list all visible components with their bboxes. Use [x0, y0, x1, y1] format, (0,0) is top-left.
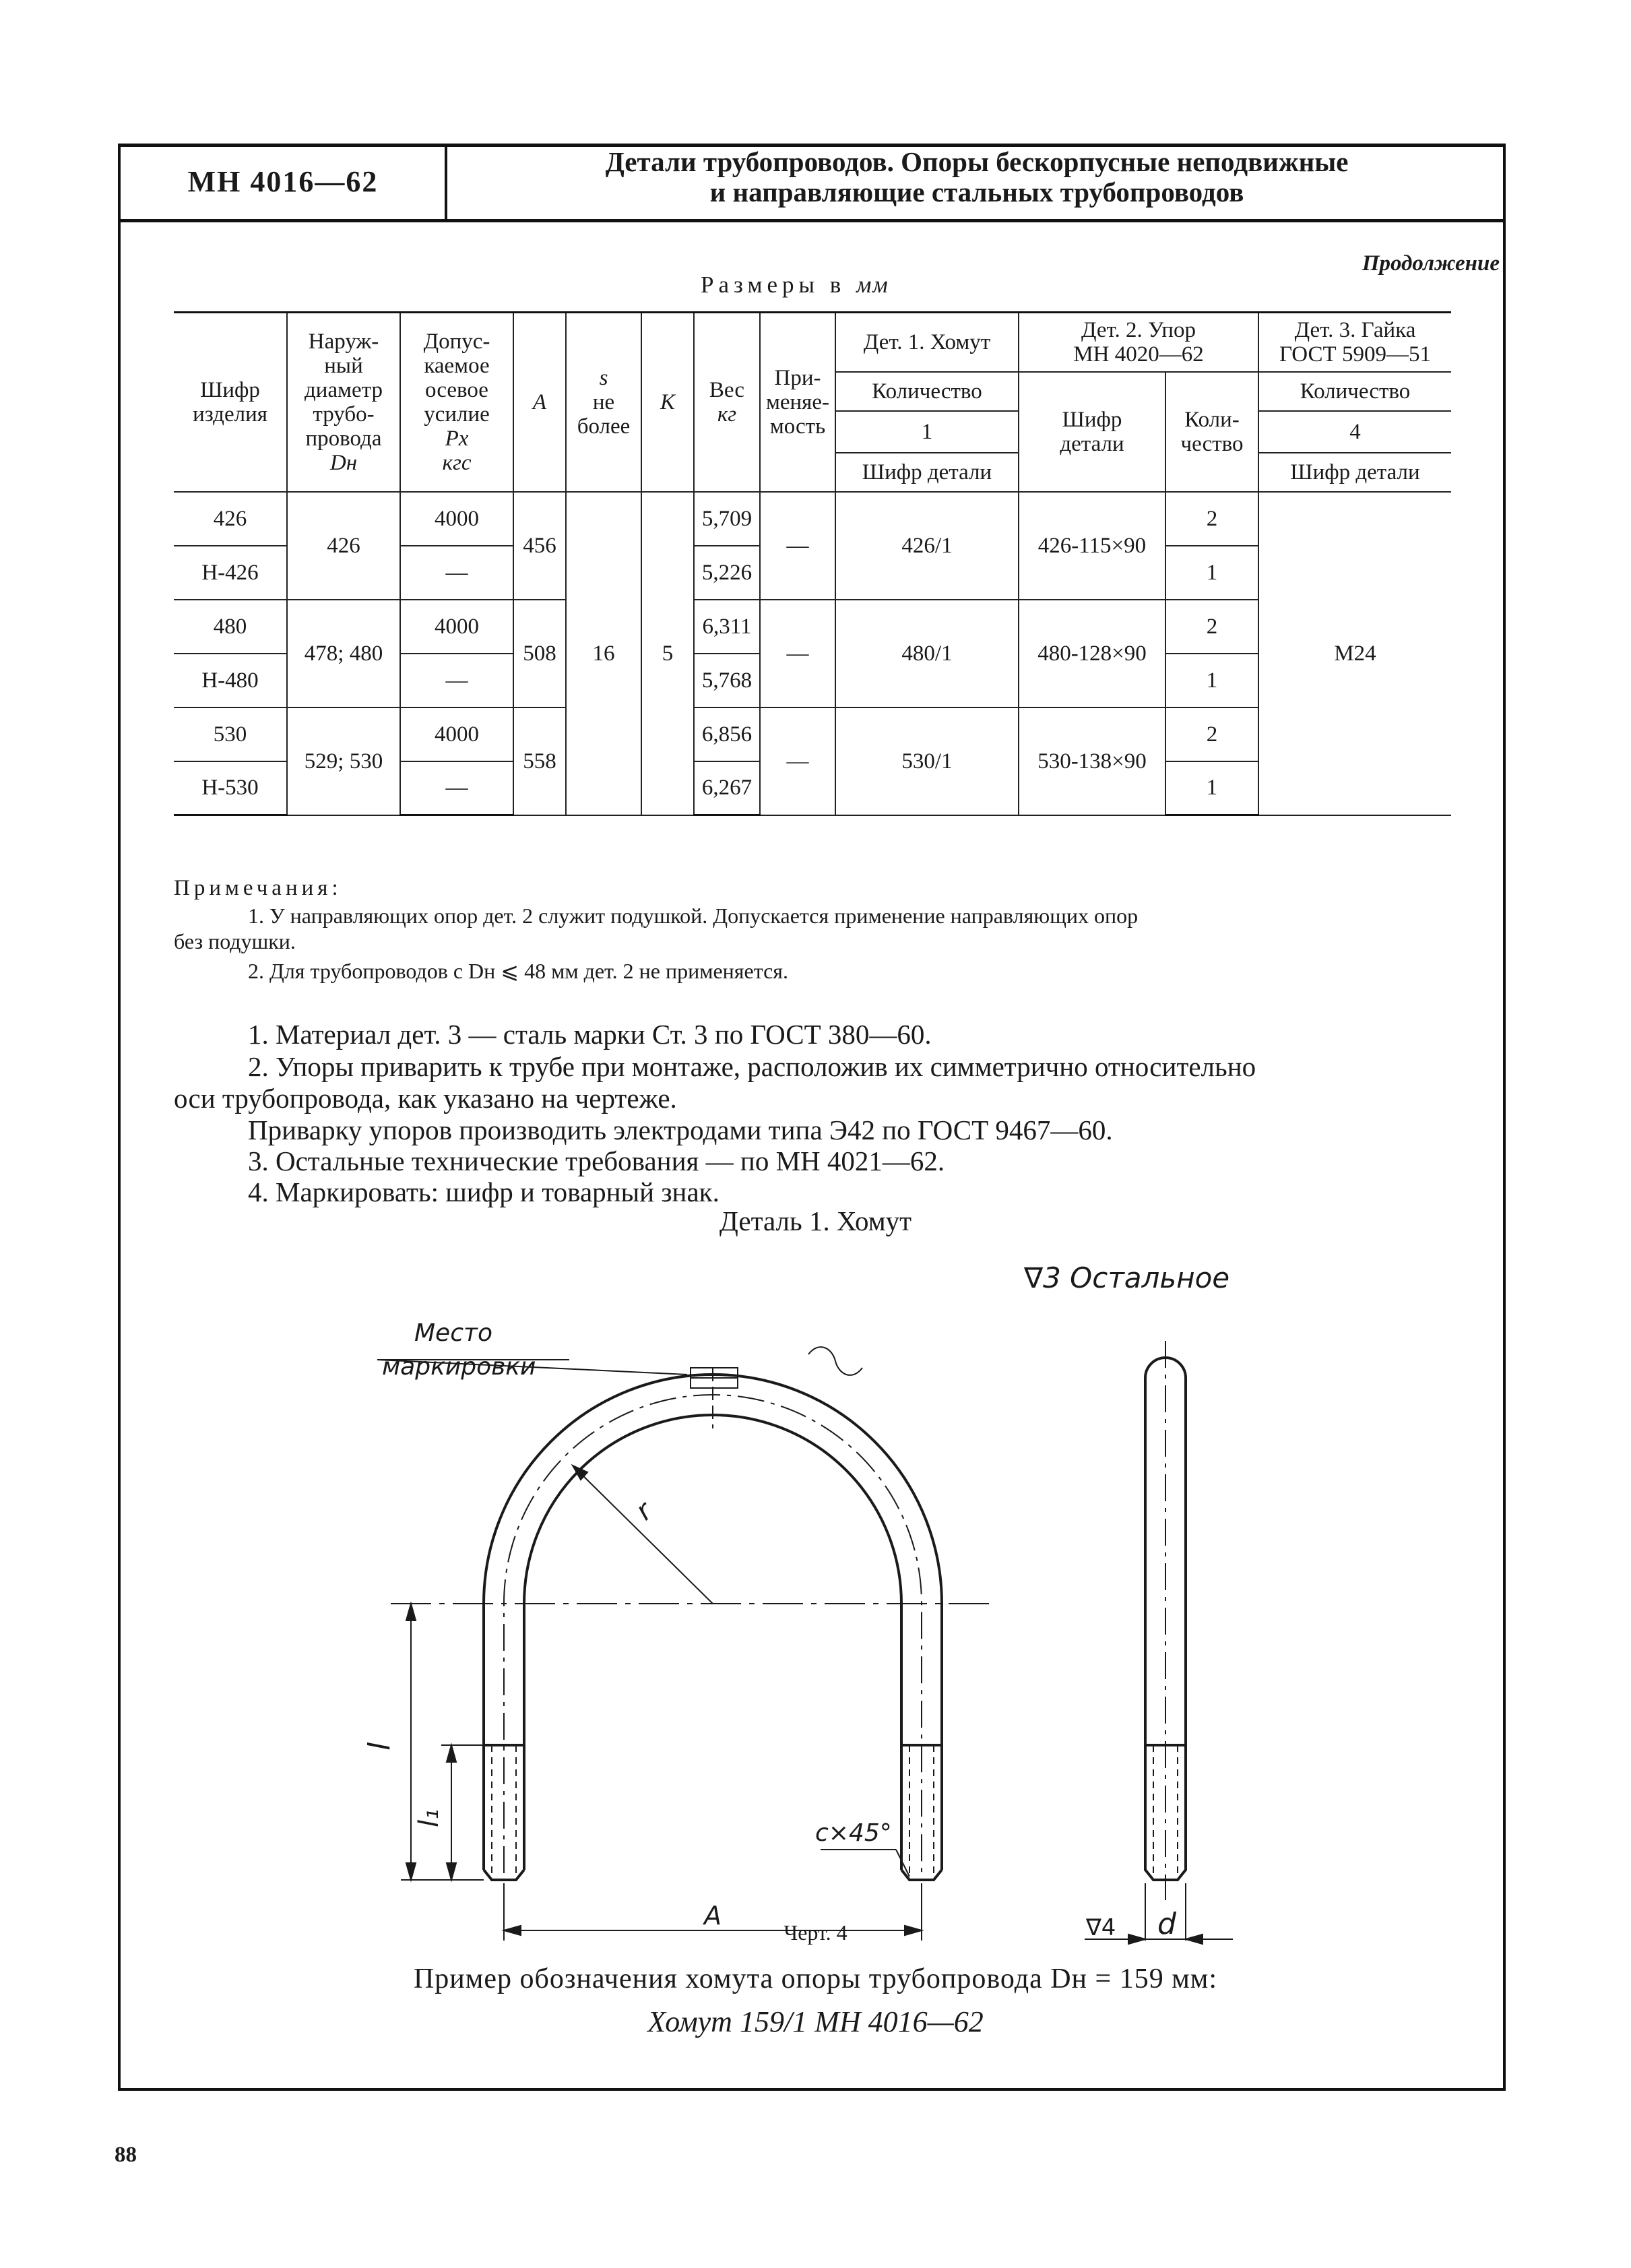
th-code: Шифр изделия: [174, 313, 287, 492]
page-number: 88: [115, 2143, 137, 2167]
requirement-2-line-2: оси трубопровода, как указано на чертеже.: [174, 1083, 677, 1114]
th-applicability: При- меняе- мость: [760, 313, 835, 492]
table-row: Н-426 — 5,226 1: [174, 546, 1451, 600]
th-det1-code: Шифр детали: [835, 453, 1019, 492]
th-a: A: [513, 313, 566, 492]
example-designation: Хомут 159/1 МН 4016—62: [647, 2005, 984, 2038]
label-d: d: [1157, 1907, 1176, 1941]
det3-code-value: М24: [1258, 492, 1451, 815]
label-a: A: [704, 1901, 722, 1930]
note-2: 2. Для трубопроводов с Dн ⩽ 48 мм дет. 2 не применяется.: [248, 959, 788, 983]
th-weight: Вес кг: [694, 313, 760, 492]
notes-heading: Примечания:: [174, 876, 342, 900]
roughness-note: ∇3 Остальное: [1024, 1261, 1230, 1294]
dimensions-prefix: Размеры в: [701, 272, 846, 298]
requirement-4: 4. Маркировать: шифр и товарный знак.: [248, 1176, 719, 1207]
table-row: 480 478; 480 4000 508 6,311 — 480/1 480-128×90 2: [174, 600, 1451, 654]
th-det2: Дет. 2. Упор МН 4020—62: [1019, 313, 1258, 372]
s-value: 16: [566, 492, 641, 815]
example-designation-text: Пример обозначения хомута опоры трубопровода Dн = 159 мм:: [413, 1963, 1218, 1994]
continuation-label: Продолжение: [1362, 251, 1500, 276]
th-det1-qty-label: Количество: [835, 372, 1019, 411]
label-finish: ∇4: [1086, 1914, 1116, 1941]
label-length-thread: l₁: [414, 1808, 445, 1827]
detail-title: Деталь 1. Хомут: [719, 1205, 912, 1236]
title-line-1: Детали трубопроводов. Опоры бескорпусные неподвижные: [605, 146, 1349, 177]
label-radius: r: [629, 1495, 659, 1527]
figure-caption: Черт. 4: [783, 1920, 848, 1945]
requirement-3: 3. Остальные технические требования — по МН 4021—62.: [248, 1145, 945, 1176]
th-det2-qty: Коли- чество: [1165, 372, 1258, 492]
requirement-2-line-1: 2. Упоры приварить к трубе при монтаже, расположив их симметрично относительно: [248, 1051, 1256, 1082]
requirement-1: 1. Материал дет. 3 — сталь марки Ст. 3 по ГОСТ 380—60.: [248, 1019, 932, 1050]
note-1-line-2: без подушки.: [174, 929, 296, 953]
dimensions-unit: мм: [856, 272, 889, 298]
table-row: Н-480 — 5,768 1: [174, 654, 1451, 707]
th-det3-code: Шифр детали: [1258, 453, 1451, 492]
label-marking-place: Место: [414, 1319, 492, 1347]
clamp-inner-contour: [524, 1415, 901, 1870]
th-s: s не более: [566, 313, 641, 492]
requirement-2-line-3: Приварку упоров производить электродами типа Э42 по ГОСТ 9467—60.: [248, 1114, 1113, 1145]
title-line-2: и направляющие стальных трубопроводов: [709, 177, 1244, 208]
note-1-line-1: 1. У направляющих опор дет. 2 служит подушкой. Допускается применение направляющих опор: [248, 904, 1139, 928]
th-det2-code: Шифр детали: [1019, 372, 1165, 492]
label-chamfer: c×45°: [815, 1819, 892, 1847]
th-diameter: Наруж- ный диаметр трубо- провода Dн: [287, 313, 400, 492]
th-det1: Дет. 1. Хомут: [835, 313, 1019, 372]
th-k: K: [641, 313, 694, 492]
th-det3-qty-label: Количество: [1258, 372, 1451, 411]
k-value: 5: [641, 492, 694, 815]
th-det1-qty: 1: [835, 411, 1019, 453]
label-marking: маркировки: [382, 1353, 536, 1381]
document-code: МН 4016—62: [187, 164, 379, 198]
th-force: Допус- каемое осевое усилие Pх кгс: [400, 313, 513, 492]
table-row: Н-530 — 6,267 1: [174, 761, 1451, 815]
label-length: l: [362, 1742, 397, 1751]
table-row: 426 426 4000 456 16 5 5,709 — 426/1 426-115×90 2 М24: [174, 492, 1451, 546]
table-row: 530 529; 530 4000 558 6,856 — 530/1 530-138×90 2: [174, 707, 1451, 761]
th-det3-qty: 4: [1258, 411, 1451, 453]
th-det3: Дет. 3. Гайка ГОСТ 5909—51: [1258, 313, 1451, 372]
clamp-outer-contour: [484, 1375, 942, 1870]
